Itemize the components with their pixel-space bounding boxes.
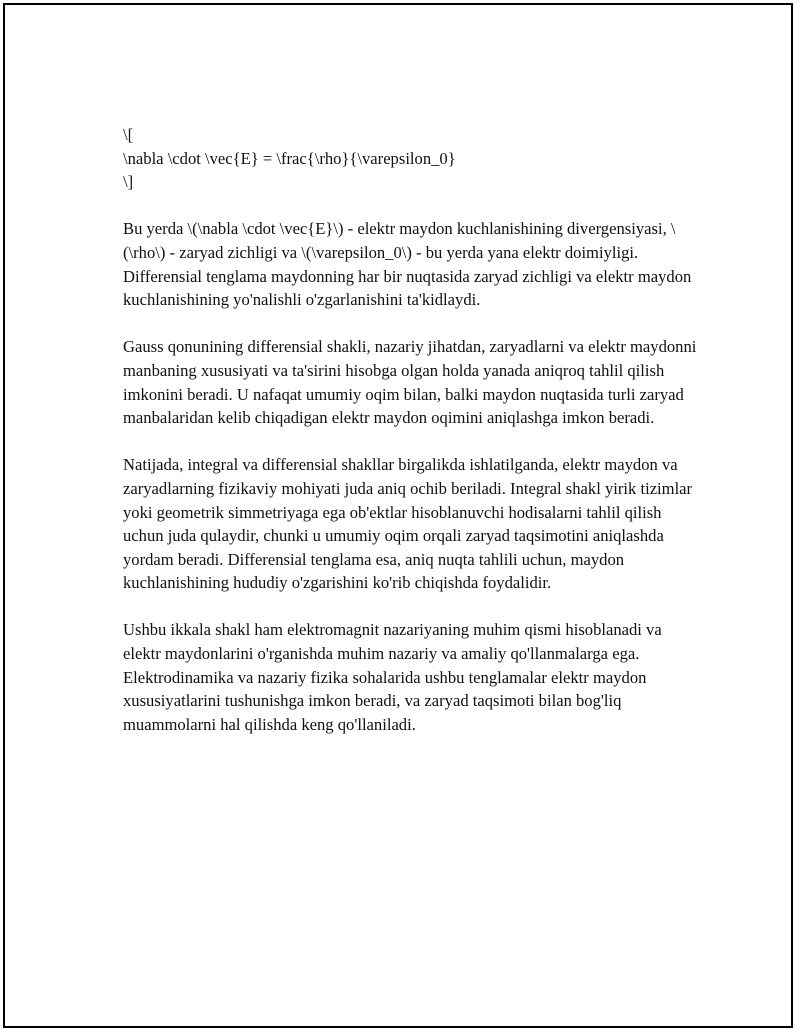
paragraph-differential-form: Gauss qonunining differensial shakli, nazariy jihatdan, zaryadlarni va elektr maydonni manbaning xususiyati va ta'sirini hisobga olgan holda yanada aniqroq tahlil qilish imkonini beradi. U nafaqat umumiy oqim bilan, balki maydon nuqtasida turli zaryad manbalaridan kelib chiqadigan elektr maydon oqimini aniqlashga imkon beradi. [123,337,697,428]
page-frame [3,3,793,1028]
equation-close-delimiter: \] [123,172,134,192]
equation-body: \nabla \cdot \vec{E} = \frac{\rho}{\varepsilon_0} [123,148,456,168]
display-equation [123,123,703,194]
paragraph-conclusion: Ushbu ikkala shakl ham elektromagnit nazariyaning muhim qismi hisoblanadi va elektr maydonlarini o'rganishda muhim nazariy va amaliy qo'llanmalarga ega. Elektrodinamika va nazariy fizika sohalarida ushbu tenglamalar elektr maydon xususiyatlarini tushunishga imkon beradi, va zaryad taqsimoti bilan bog'liq muammolarni hal qilishda keng qo'llaniladi. [123,620,662,734]
document-body [123,123,703,760]
paragraph-divergence-explanation: Bu yerda \(\nabla \cdot \vec{E}\) - elektr maydon kuchlanishining divergensiyasi, \(\rho\) - zaryad zichligi va \(\varepsilon_0\) - bu yerda yana elektr doimiyligi. Differensial tenglama maydonning har bir nuqtasida zaryad zichligi va elektr maydon kuchlanishining yo'nalishli o'zgarlanishini ta'kidlaydi. [123,219,692,310]
equation-open-delimiter: \[ [123,125,134,144]
paragraph-integral-and-differential: Natijada, integral va differensial shakllar birgalikda ishlatilganda, elektr maydon va zaryadlarning fizikaviy mohiyati juda aniq ochib beriladi. Integral shakl yirik tizimlar yoki geometrik simmetriyaga ega ob'ektlar hisoblanuvchi hodisalarni tahlil qilish uchun juda qulaydir, chunki u umumiy oqim orqali zaryad taqsimotini aniqlashda yordam beradi. Differensial tenglama esa, aniq nuqta tahlili uchun, maydon kuchlanishining hududiy o'zgarishini ko'rib chiqishda foydalidir. [123,455,693,593]
